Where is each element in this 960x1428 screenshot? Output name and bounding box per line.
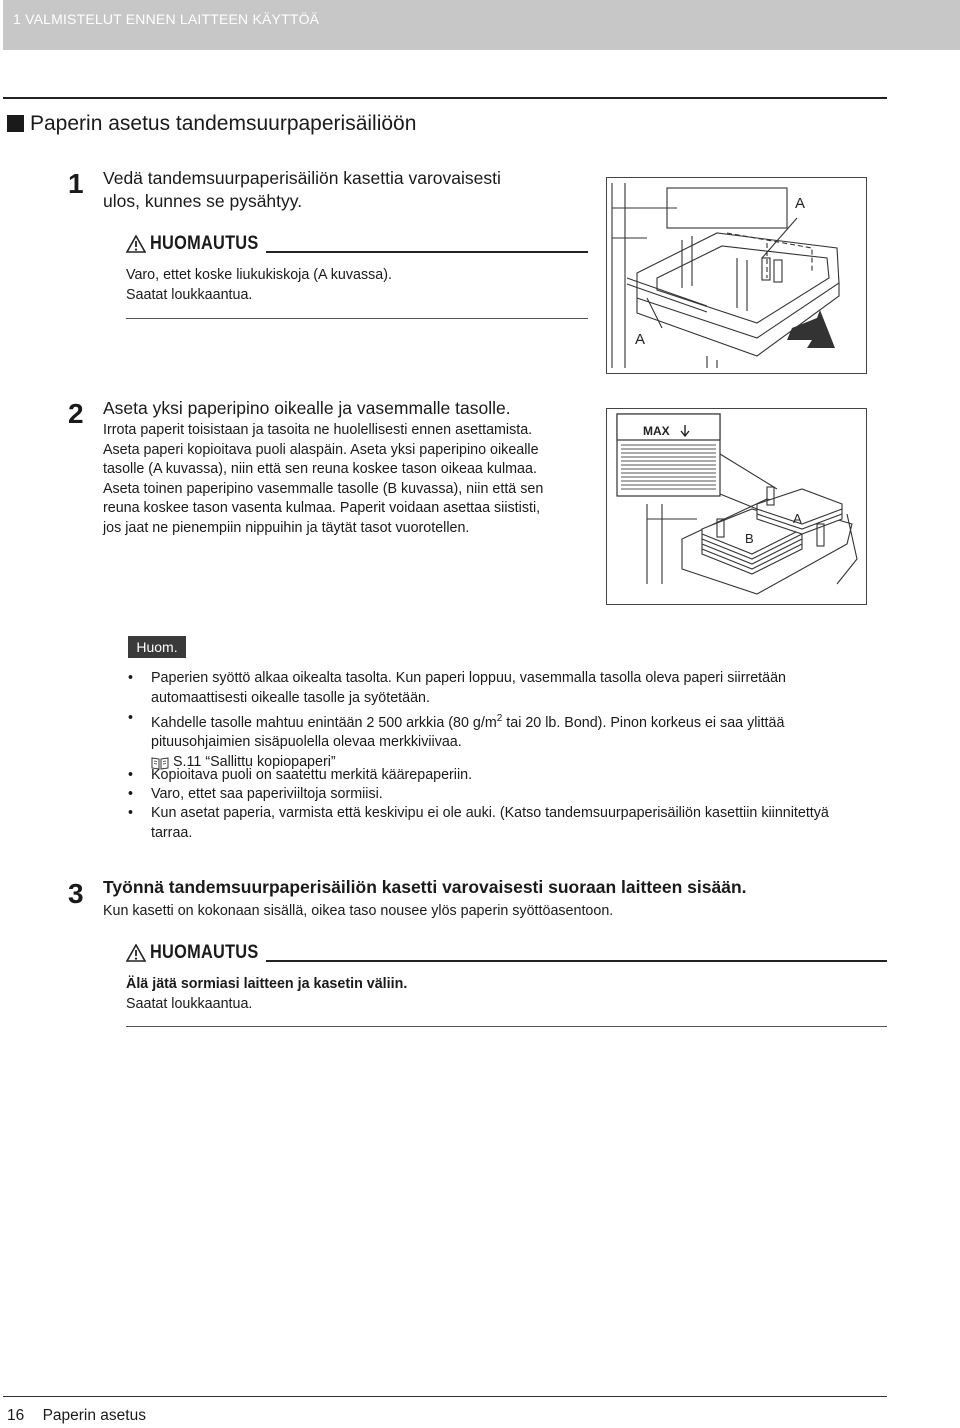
max-label: MAX [643,424,670,438]
note-bullet-5-line1: Kun asetat paperia, varmista että keskivipu ei ole auki. (Katso tandemsuurpaperisäiliön kasettiin kiinnitettyä [151,805,829,821]
note-bullet-3-line1: Kopioitava puoli on saatettu merkitä käärepaperiin. [151,767,473,783]
figure-1-label-a-bottom: A [635,331,646,348]
bullet-dot-icon: • [128,805,134,821]
caution-1-line2: Saatat loukkaantua. [126,286,253,303]
note-bullet-4-line1: Varo, ettet saa paperiviiltoja sormiisi. [151,786,383,802]
note-bullet-3 [128,766,473,786]
figure-1-label-a-top: A [795,195,806,212]
step-1-title [103,167,501,213]
note-bullet-1-line2: automaattisesti oikealle tasolle ja syötetään. [151,689,430,706]
figure-2-label-a: A [793,511,802,526]
footer [7,1407,146,1425]
step-2-line: reuna koskee tason vasenta kulmaa. Paperit voidaan asettaa siististi, [103,500,541,516]
note-bullet-1 [128,669,786,708]
caution-3-text [126,975,407,1014]
step-2-number: 2 [68,398,84,429]
section-square-icon [7,115,24,132]
page-number: 16 [7,1407,25,1424]
note-badge: Huom. [128,636,186,658]
note-bullet-2 [128,709,785,772]
warning-icon [126,235,146,253]
caution-3-bottom-rule [126,1026,887,1027]
section-title: Paperin asetus tandemsuurpaperisäiliöön [30,112,417,135]
footer-rule [3,1396,887,1397]
step-2-line: tasolle (A kuvassa), niin että sen reuna koskee tason oikeaa kulmaa. [103,461,537,477]
figure-drawer-pulled-out [606,177,867,374]
paper-stacks-illustration [607,409,866,604]
step-3-number: 3 [68,878,84,909]
figure-paper-stacks [606,408,867,605]
step-1-number: 1 [68,168,84,199]
chapter-title: 1 VALMISTELUT ENNEN LAITTEEN KÄYTTÖÄ [13,11,320,27]
caution-1-line1: Varo, ettet koske liukukiskoja (A kuvassa). [126,267,392,283]
caution-1-text [126,266,392,305]
caution-3-line2: Saatat loukkaantua. [126,995,253,1012]
note-bullet-2-line2: pituusohjaimien sisäpuolella olevaa merkkiviivaa. [151,734,462,751]
figure-2-label-b: B [745,531,754,546]
reference-link[interactable]: S.11 “Sallittu kopiopaperi” [173,753,336,770]
section-rule [3,97,887,99]
caution-3-line1: Älä jätä sormiasi laitteen ja kasetin väliin. [126,976,408,992]
step-2-line: Aseta toinen paperipino vasemmalle tasolle (B kuvassa), niin että sen [103,480,544,497]
warning-icon [126,944,146,962]
step-2-line: jos jaat ne pienempiin nippuihin ja täytät tasot vuorotellen. [103,519,470,536]
step-2-line: Irrota paperit toisistaan ja tasoita ne huolellisesti ennen asettamista. [103,422,533,438]
footer-section-name: Paperin asetus [42,1407,146,1424]
step-1-title-line2: ulos, kunnes se pysähtyy. [103,191,303,211]
caution-3-rule [266,960,887,962]
note-bullet-1-line1: Paperien syöttö alkaa oikealta tasolta. Kun paperi loppuu, vasemmalla tasolla oleva paperi siirretään [151,670,786,686]
note-bullet-2-line1-pre: Kahdelle tasolle mahtuu enintään 2 500 arkkia (80 g/m [151,714,497,731]
step-3-body: Kun kasetti on kokonaan sisällä, oikea taso nousee ylös paperin syöttöasentoon. [103,903,614,919]
step-2-body [103,421,543,538]
note-bullet-5 [128,804,829,843]
step-2-title: Aseta yksi paperipino oikealle ja vasemmalle tasolle. [103,398,511,418]
caution-1-bottom-rule [126,318,588,319]
caution-1-rule [266,251,588,253]
caution-3-label: HUOMAUTUS [150,942,259,963]
note-bullet-2-line1-post: tai 20 lb. Bond). Pinon korkeus ei saa ylittää [502,714,785,731]
note-bullet-2-line1 [151,709,784,733]
bullet-dot-icon: • [128,710,134,726]
caution-1-label: HUOMAUTUS [150,233,259,254]
note-bullet-2-sup: 2 [496,713,503,724]
note-bullet-4 [128,785,383,805]
step-1-title-line1: Vedä tandemsuurpaperisäiliön kasettia varovaisesti [103,168,501,188]
note-bullet-5-line2: tarraa. [151,824,193,841]
bullet-dot-icon: • [128,670,134,686]
bullet-dot-icon: • [128,767,134,783]
drawer-illustration [607,178,866,373]
step-3-title: Työnnä tandemsuurpaperisäiliön kasetti varovaisesti suoraan laitteen sisään. [103,877,747,897]
bullet-dot-icon: • [128,786,134,802]
step-2-line: Aseta paperi kopioitava puoli alaspäin. Aseta yksi paperipino oikealle [103,441,539,458]
